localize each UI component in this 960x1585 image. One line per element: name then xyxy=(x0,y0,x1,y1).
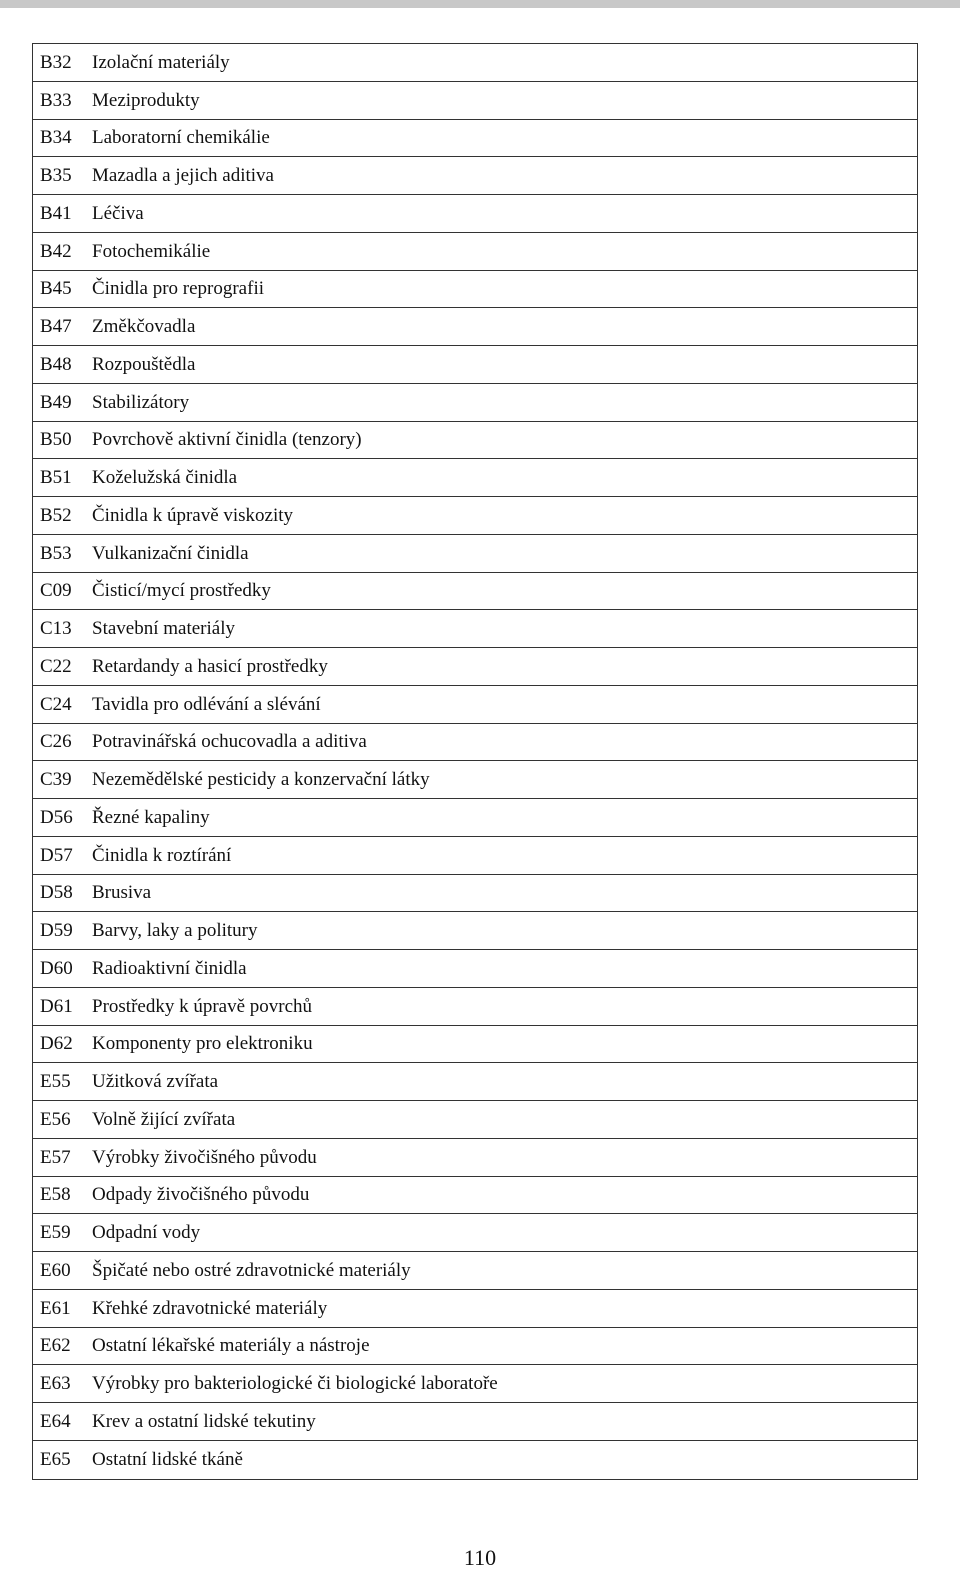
row-code: B52 xyxy=(40,504,72,526)
row-code: C09 xyxy=(40,580,72,602)
row-code: D62 xyxy=(40,1033,73,1055)
row-code: B33 xyxy=(40,89,72,111)
row-code: E57 xyxy=(40,1146,71,1168)
row-code: B47 xyxy=(40,316,72,338)
row-name: Komponenty pro elektroniku xyxy=(92,1033,313,1055)
row-name: Fotochemikálie xyxy=(92,240,211,262)
row-code: E60 xyxy=(40,1259,71,1281)
row-name: Křehké zdravotnické materiály xyxy=(92,1297,328,1319)
row-code: E59 xyxy=(40,1222,71,1244)
row-code: B45 xyxy=(40,278,72,300)
table-row xyxy=(33,535,917,573)
table-row xyxy=(33,44,917,82)
row-code: D57 xyxy=(40,844,73,866)
table-row xyxy=(33,1403,917,1441)
row-name: Koželužská činidla xyxy=(92,467,238,489)
table-row xyxy=(33,761,917,799)
row-name: Odpady živočišného původu xyxy=(92,1184,310,1206)
row-name: Mazadla a jejich aditiva xyxy=(92,165,274,187)
row-name: Tavidla pro odlévání a slévání xyxy=(92,693,321,715)
row-name: Retardandy a hasicí prostředky xyxy=(92,655,328,677)
row-code: B53 xyxy=(40,542,72,564)
row-name: Meziprodukty xyxy=(92,89,200,111)
table-row xyxy=(33,1252,917,1290)
category-table xyxy=(32,43,918,1480)
row-code: E63 xyxy=(40,1373,71,1395)
table-row xyxy=(33,950,917,988)
row-name: Změkčovadla xyxy=(92,316,196,338)
table-row xyxy=(33,1290,917,1328)
row-name: Stavební materiály xyxy=(92,618,235,640)
table-row xyxy=(33,799,917,837)
table-row xyxy=(33,233,917,271)
table-row xyxy=(33,1026,917,1064)
row-code: E56 xyxy=(40,1108,71,1130)
table-row xyxy=(33,384,917,422)
table-row xyxy=(33,724,917,762)
table-row xyxy=(33,1328,917,1366)
table-row xyxy=(33,1214,917,1252)
table-row xyxy=(33,195,917,233)
table-row xyxy=(33,120,917,158)
row-name: Léčiva xyxy=(92,202,144,224)
table-row xyxy=(33,1139,917,1177)
table-row xyxy=(33,1063,917,1101)
row-code: B49 xyxy=(40,391,72,413)
row-name: Stabilizátory xyxy=(92,391,190,413)
table-row xyxy=(33,837,917,875)
row-name: Rozpouštědla xyxy=(92,353,196,375)
row-name: Laboratorní chemikálie xyxy=(92,127,270,149)
top-scroll-bar xyxy=(0,0,960,8)
table-row xyxy=(33,912,917,950)
row-name: Izolační materiály xyxy=(92,51,230,73)
table-row xyxy=(33,497,917,535)
row-name: Činidla pro reprografii xyxy=(92,278,265,300)
row-name: Vulkanizační činidla xyxy=(92,542,249,564)
row-name: Ostatní lidské tkáně xyxy=(92,1449,243,1471)
row-name: Užitková zvířata xyxy=(92,1071,219,1093)
row-code: B42 xyxy=(40,240,72,262)
row-name: Nezemědělské pesticidy a konzervační látky xyxy=(92,769,430,791)
table-row xyxy=(33,157,917,195)
row-name: Činidla k roztírání xyxy=(92,844,232,866)
row-name: Špičaté nebo ostré zdravotnické materiály xyxy=(92,1259,411,1281)
row-name: Ostatní lékařské materiály a nástroje xyxy=(92,1335,370,1357)
row-name: Výrobky živočišného původu xyxy=(92,1146,317,1168)
row-code: B48 xyxy=(40,353,72,375)
table-row xyxy=(33,1101,917,1139)
table-row xyxy=(33,686,917,724)
row-code: E62 xyxy=(40,1335,71,1357)
row-code: E65 xyxy=(40,1449,71,1471)
page-number: 110 xyxy=(463,1545,497,1570)
row-code: D61 xyxy=(40,995,73,1017)
row-code: C13 xyxy=(40,618,72,640)
row-name: Potravinářská ochucovadla a aditiva xyxy=(92,731,367,753)
row-code: E64 xyxy=(40,1410,71,1432)
table-row xyxy=(33,573,917,611)
table-row xyxy=(33,346,917,384)
row-code: C26 xyxy=(40,731,72,753)
row-code: C22 xyxy=(40,655,72,677)
table-row xyxy=(33,610,917,648)
row-code: B41 xyxy=(40,202,72,224)
table-row xyxy=(33,1441,917,1479)
table-row xyxy=(33,1365,917,1403)
row-name: Výrobky pro bakteriologické či biologické laboratoře xyxy=(92,1373,498,1395)
table-row xyxy=(33,988,917,1026)
row-name: Krev a ostatní lidské tekutiny xyxy=(92,1410,316,1432)
row-name: Řezné kapaliny xyxy=(92,806,210,828)
row-code: B32 xyxy=(40,51,72,73)
row-code: B34 xyxy=(40,127,72,149)
table-row xyxy=(33,308,917,346)
row-code: E61 xyxy=(40,1297,71,1319)
row-code: D58 xyxy=(40,882,73,904)
row-name: Barvy, laky a politury xyxy=(92,920,258,942)
row-name: Prostředky k úpravě povrchů xyxy=(92,995,313,1017)
table-row xyxy=(33,271,917,309)
row-code: D56 xyxy=(40,806,73,828)
row-name: Čisticí/mycí prostředky xyxy=(92,580,271,602)
row-name: Brusiva xyxy=(92,882,152,904)
row-code: E58 xyxy=(40,1184,71,1206)
row-code: B51 xyxy=(40,467,72,489)
table-row xyxy=(33,422,917,460)
row-code: C24 xyxy=(40,693,72,715)
row-name: Volně žijící zvířata xyxy=(92,1108,236,1130)
row-name: Radioaktivní činidla xyxy=(92,957,247,979)
table-row xyxy=(33,82,917,120)
table-row xyxy=(33,875,917,913)
row-code: D59 xyxy=(40,920,73,942)
row-code: C39 xyxy=(40,769,72,791)
row-code: B35 xyxy=(40,165,72,187)
table-row xyxy=(33,1177,917,1215)
row-code: B50 xyxy=(40,429,72,451)
row-name: Činidla k úpravě viskozity xyxy=(92,504,294,526)
row-name: Odpadní vody xyxy=(92,1222,201,1244)
table-row xyxy=(33,459,917,497)
row-name: Povrchově aktivní činidla (tenzory) xyxy=(92,429,362,451)
table-row xyxy=(33,648,917,686)
row-code: E55 xyxy=(40,1071,71,1093)
row-code: D60 xyxy=(40,957,73,979)
